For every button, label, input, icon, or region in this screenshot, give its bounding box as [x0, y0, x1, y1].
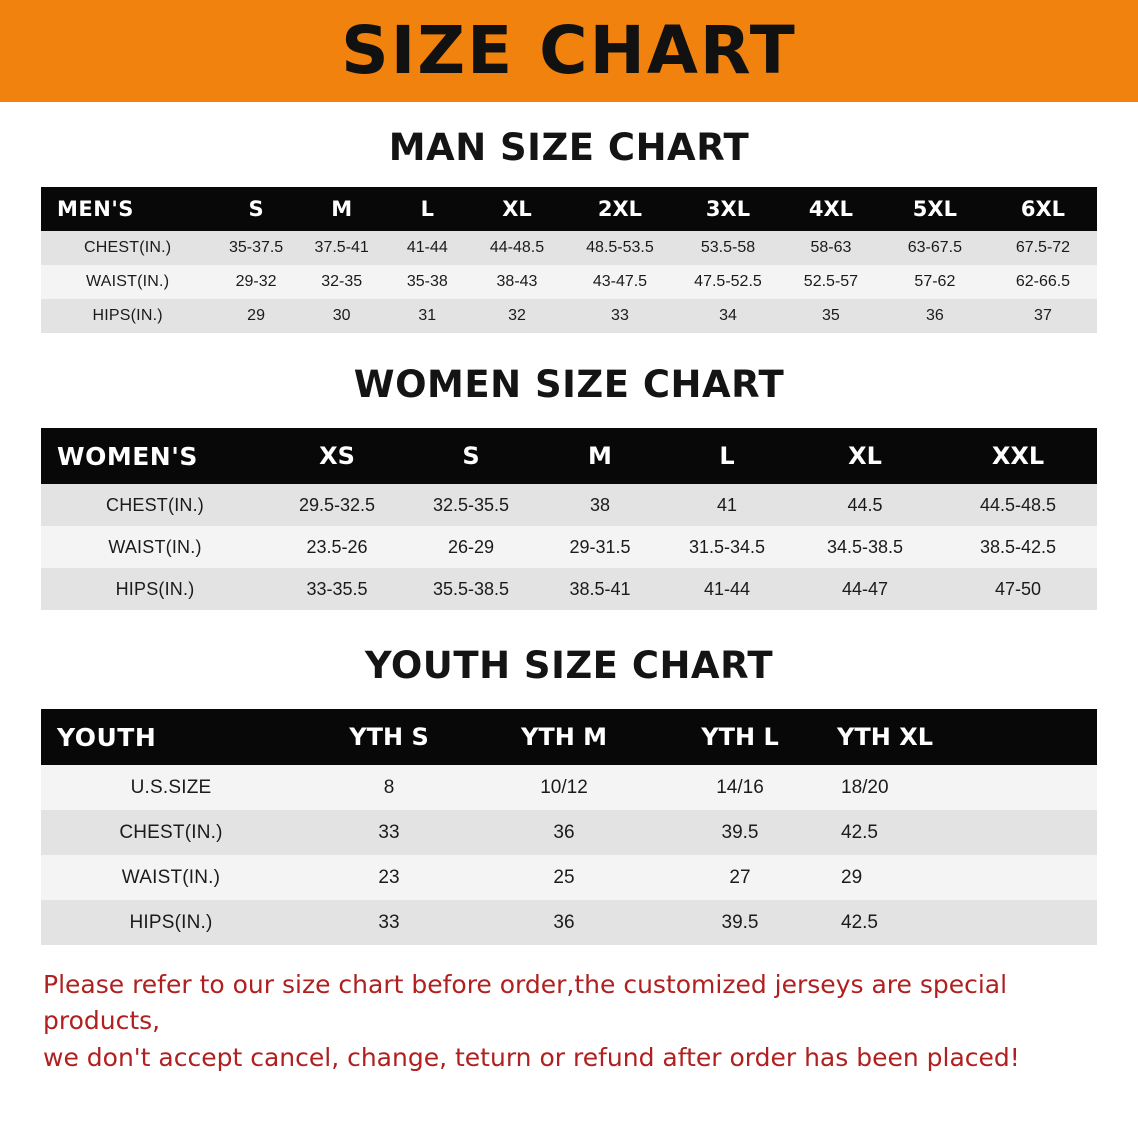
youth-ussize-xl: 18/20 [841, 776, 889, 798]
man-size-table-wrapper [41, 187, 1097, 333]
table-row [41, 265, 1097, 299]
women-chest-xxl: 44.5-48.5 [979, 494, 1057, 515]
man-waist-s: 29-32 [235, 273, 277, 290]
man-chest-4xl: 58-63 [810, 239, 852, 256]
note-line-1: Please refer to our size chart before order,the customized jerseys are special products, [43, 970, 1008, 1036]
youth-waist-s: 23 [378, 866, 400, 888]
youth-header-label: YOUTH [57, 722, 157, 752]
women-waist-xl: 34.5-38.5 [826, 536, 904, 557]
man-row-label-hips: HIPS(IN.) [92, 307, 163, 324]
man-waist-m: 32-35 [321, 273, 363, 290]
size-chart-banner [0, 0, 1138, 102]
women-chest-l: 41 [716, 494, 738, 515]
table-row [41, 855, 1097, 900]
women-hips-xxl: 47-50 [994, 578, 1042, 599]
youth-header-l: YTH L [701, 723, 779, 751]
youth-ussize-m: 10/12 [540, 776, 588, 798]
women-waist-xs: 23.5-26 [306, 536, 368, 557]
women-row-label-waist: WAIST(IN.) [108, 536, 202, 557]
youth-ussize-s: 8 [383, 776, 395, 798]
women-header-s: S [462, 442, 480, 470]
women-waist-l: 31.5-34.5 [688, 536, 766, 557]
man-chest-l: 41-44 [406, 239, 448, 256]
man-hips-s: 29 [247, 307, 265, 324]
note-line-2: we don't accept cancel, change, teturn or refund after order has been placed! [43, 1042, 1020, 1072]
man-header-m: M [331, 197, 353, 221]
man-hips-5xl: 36 [925, 307, 944, 324]
man-waist-5xl: 57-62 [914, 273, 956, 290]
women-waist-m: 29-31.5 [569, 536, 631, 557]
man-header-3xl: 3XL [705, 197, 751, 221]
table-row [41, 484, 1097, 526]
youth-header-xl: YTH XL [837, 723, 933, 751]
women-chest-s: 32.5-35.5 [432, 494, 510, 515]
women-hips-xl: 44-47 [841, 578, 889, 599]
youth-size-table [41, 709, 1097, 945]
women-header-label: WOMEN'S [57, 441, 198, 471]
women-hips-l: 41-44 [703, 578, 751, 599]
youth-chest-m: 36 [553, 821, 575, 843]
youth-section-title: YOUTH SIZE CHART [364, 644, 774, 687]
page-title: SIZE CHART [341, 12, 797, 89]
man-row-label-waist: WAIST(IN.) [86, 273, 170, 290]
youth-chest-s: 33 [378, 821, 400, 843]
women-size-table [41, 428, 1097, 610]
youth-hips-xl: 42.5 [841, 911, 878, 933]
women-header-xxl: XXL [991, 442, 1045, 470]
women-section-title: WOMEN SIZE CHART [353, 363, 785, 406]
man-chest-5xl: 63-67.5 [907, 239, 963, 256]
man-waist-2xl: 43-47.5 [592, 273, 648, 290]
table-row [41, 765, 1097, 810]
women-header-xl: XL [848, 442, 882, 470]
youth-row-label-ussize: U.S.SIZE [130, 776, 212, 798]
man-waist-xl: 38-43 [496, 273, 538, 290]
man-header-5xl: 5XL [912, 197, 957, 221]
youth-header-s: YTH S [349, 723, 429, 751]
man-size-table [41, 187, 1097, 333]
women-chest-m: 38 [589, 494, 611, 515]
youth-hips-m: 36 [553, 911, 575, 933]
youth-chest-l: 39.5 [721, 821, 759, 843]
youth-row-label-chest: CHEST(IN.) [119, 821, 223, 843]
youth-hips-l: 39.5 [721, 911, 759, 933]
women-header-m: M [588, 442, 612, 470]
man-chest-2xl: 48.5-53.5 [586, 239, 654, 256]
table-row [41, 568, 1097, 610]
youth-row-label-hips: HIPS(IN.) [129, 911, 213, 933]
man-header-2xl: 2XL [597, 197, 643, 221]
women-chest-xs: 29.5-32.5 [298, 494, 376, 515]
youth-table-header-row [41, 709, 1097, 765]
women-table-header-row [41, 428, 1097, 484]
women-hips-s: 35.5-38.5 [432, 578, 510, 599]
youth-row-label-waist: WAIST(IN.) [121, 866, 221, 888]
man-hips-6xl: 37 [1034, 307, 1052, 324]
youth-hips-s: 33 [378, 911, 400, 933]
women-hips-xs: 33-35.5 [306, 578, 368, 599]
women-header-l: L [719, 442, 735, 470]
man-section-title: MAN SIZE CHART [388, 126, 750, 169]
man-header-6xl: 6XL [1020, 197, 1066, 221]
youth-ussize-l: 14/16 [716, 776, 764, 798]
man-header-label: MEN'S [57, 197, 134, 221]
man-header-s: S [248, 197, 264, 221]
man-chest-3xl: 53.5-58 [700, 239, 756, 256]
youth-size-table-wrapper [41, 709, 1097, 945]
man-header-4xl: 4XL [808, 197, 854, 221]
man-chest-6xl: 67.5-72 [1015, 239, 1071, 256]
man-hips-m: 30 [332, 307, 351, 324]
youth-waist-m: 25 [553, 866, 575, 888]
man-waist-l: 35-38 [406, 273, 448, 290]
table-row [41, 231, 1097, 265]
table-row [41, 900, 1097, 945]
women-waist-s: 26-29 [447, 536, 495, 557]
women-size-table-wrapper [41, 428, 1097, 610]
order-policy-note [43, 967, 1095, 1076]
women-row-label-chest: CHEST(IN.) [106, 494, 204, 515]
man-hips-4xl: 35 [822, 307, 840, 324]
women-hips-m: 38.5-41 [569, 578, 631, 599]
table-row [41, 810, 1097, 855]
man-hips-3xl: 34 [719, 307, 737, 324]
women-header-xs: XS [319, 442, 355, 470]
man-header-l: L [420, 197, 434, 221]
man-header-xl: XL [502, 197, 532, 221]
man-hips-xl: 32 [508, 307, 526, 324]
table-row [41, 299, 1097, 333]
table-row [41, 526, 1097, 568]
man-hips-2xl: 33 [611, 307, 629, 324]
youth-waist-l: 27 [729, 866, 751, 888]
man-table-header-row [41, 187, 1097, 231]
youth-waist-xl: 29 [841, 866, 863, 888]
man-waist-6xl: 62-66.5 [1015, 273, 1071, 290]
man-row-label-chest: CHEST(IN.) [83, 239, 172, 256]
man-waist-3xl: 47.5-52.5 [694, 273, 762, 290]
man-chest-xl: 44-48.5 [489, 239, 545, 256]
women-chest-xl: 44.5 [847, 494, 883, 515]
man-chest-m: 37.5-41 [314, 239, 369, 256]
women-waist-xxl: 38.5-42.5 [979, 536, 1057, 557]
man-waist-4xl: 52.5-57 [803, 273, 859, 290]
youth-header-m: YTH M [520, 723, 608, 751]
women-row-label-hips: HIPS(IN.) [115, 578, 195, 599]
man-chest-s: 35-37.5 [228, 239, 284, 256]
youth-chest-xl: 42.5 [841, 821, 878, 843]
man-hips-l: 31 [418, 307, 437, 324]
